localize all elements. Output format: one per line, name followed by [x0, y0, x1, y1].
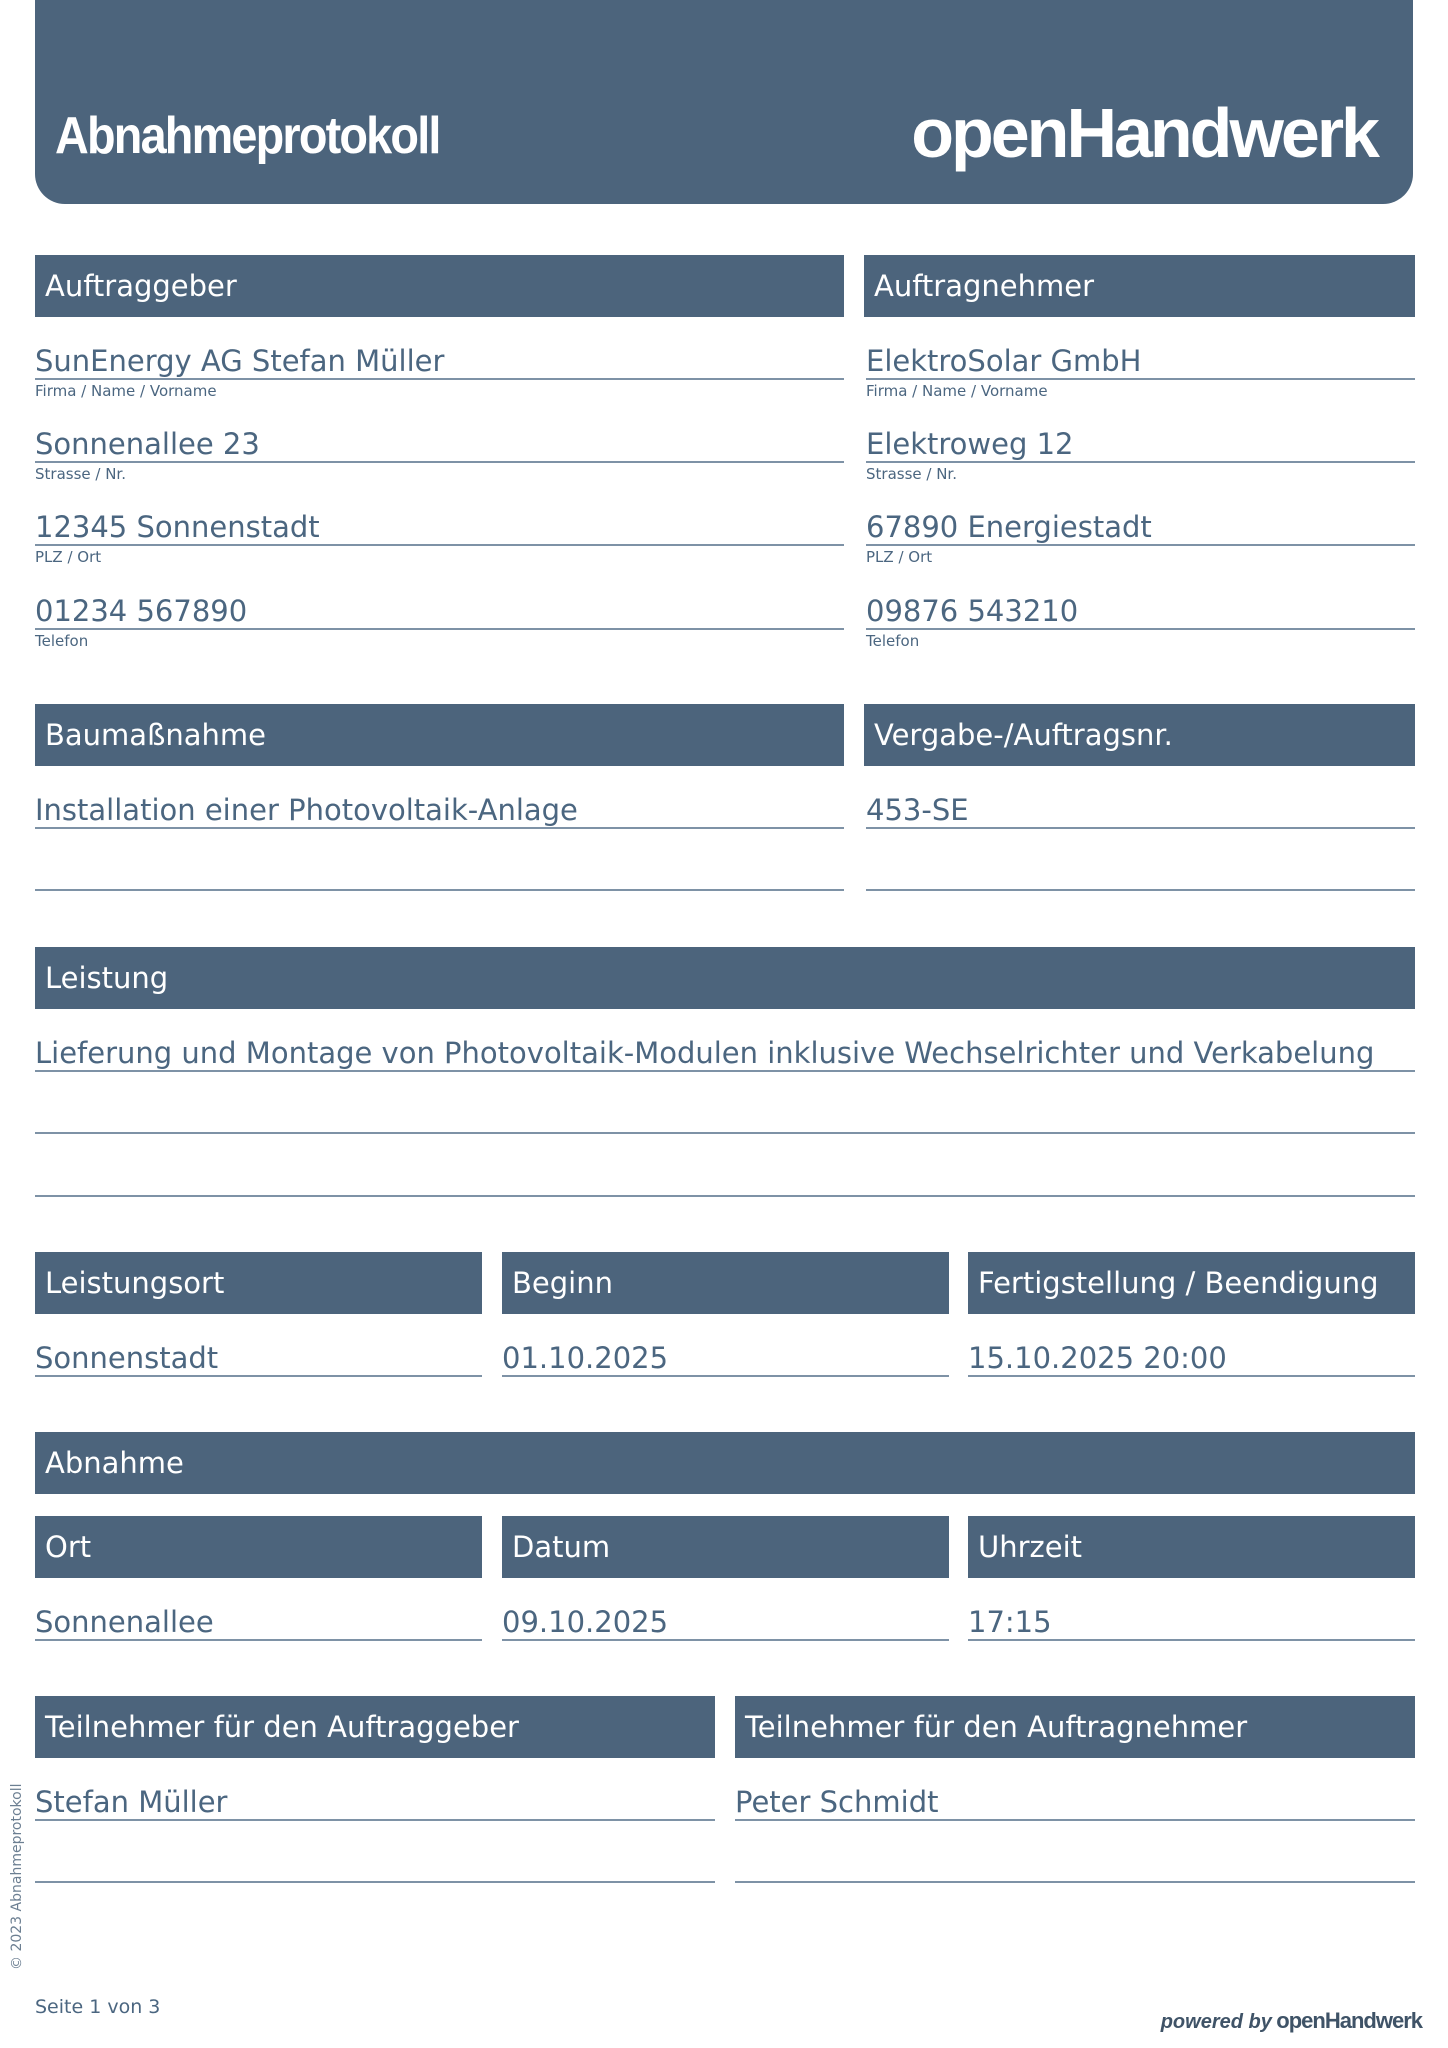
auftragnehmer-name[interactable]: ElektroSolar GmbH [866, 344, 1142, 378]
openhandwerk-logo: openHandwerk [911, 94, 1377, 172]
street-caption: Strasse / Nr. [35, 465, 126, 483]
field-line [35, 827, 844, 829]
auftragnehmer-city[interactable]: 67890 Energiestadt [866, 510, 1152, 544]
field-line [35, 1375, 482, 1377]
city-caption: PLZ / Ort [866, 548, 933, 566]
field-line[interactable] [866, 889, 1415, 891]
abnahme-uhrzeit-value[interactable]: 17:15 [968, 1605, 1052, 1639]
teilnehmer-auftraggeber-heading: Teilnehmer für den Auftraggeber [35, 1696, 715, 1758]
powered-by [1161, 2008, 1422, 2034]
auftraggeber-city[interactable]: 12345 Sonnenstadt [35, 510, 320, 544]
field-line [968, 1375, 1415, 1377]
teilnehmer-auftragnehmer-value[interactable]: Peter Schmidt [735, 1785, 939, 1819]
field-line [502, 1639, 949, 1641]
abnahme-datum-value[interactable]: 09.10.2025 [502, 1605, 669, 1639]
document-header [35, 0, 1413, 204]
field-line[interactable] [735, 1881, 1415, 1883]
field-line [866, 628, 1415, 630]
field-line [866, 378, 1415, 380]
auftraggeber-phone[interactable]: 01234 567890 [35, 594, 248, 628]
field-line [35, 378, 844, 380]
leistung-heading: Leistung [35, 947, 1415, 1009]
vergabe-heading: Vergabe-/Auftragsnr. [864, 704, 1415, 766]
page-number: Seite 1 von 3 [35, 1996, 161, 2018]
field-line [35, 1819, 715, 1821]
field-line [35, 1639, 482, 1641]
beginn-heading: Beginn [502, 1252, 949, 1314]
phone-caption: Telefon [35, 632, 89, 650]
field-line [735, 1819, 1415, 1821]
field-line[interactable] [35, 889, 844, 891]
city-caption: PLZ / Ort [35, 548, 102, 566]
vergabe-value[interactable]: 453-SE [866, 793, 969, 827]
teilnehmer-auftraggeber-value[interactable]: Stefan Müller [35, 1785, 228, 1819]
abnahme-ort-heading: Ort [35, 1516, 482, 1578]
phone-caption: Telefon [866, 632, 920, 650]
document-title: Abnahmeprotokoll [55, 107, 440, 165]
field-line [35, 628, 844, 630]
name-caption: Firma / Name / Vorname [866, 382, 1048, 400]
powered-by-logo: openHandwerk [1276, 2008, 1422, 2033]
field-line [35, 461, 844, 463]
field-line [502, 1375, 949, 1377]
auftragnehmer-heading: Auftragnehmer [864, 255, 1415, 317]
abnahme-datum-heading: Datum [502, 1516, 949, 1578]
field-line [35, 544, 844, 546]
field-line [968, 1639, 1415, 1641]
auftraggeber-name[interactable]: SunEnergy AG Stefan Müller [35, 344, 445, 378]
abnahme-uhrzeit-heading: Uhrzeit [968, 1516, 1415, 1578]
baumassnahme-value[interactable]: Installation einer Photovoltaik-Anlage [35, 793, 578, 827]
field-line [866, 827, 1415, 829]
fertigstellung-value[interactable]: 15.10.2025 20:00 [968, 1341, 1227, 1375]
fertigstellung-heading: Fertigstellung / Beendigung [968, 1252, 1415, 1314]
copyright-note: © 2023 Abnahmeprotokoll [9, 1783, 25, 1970]
leistungsort-heading: Leistungsort [35, 1252, 482, 1314]
leistungsort-value[interactable]: Sonnenstadt [35, 1341, 219, 1375]
beginn-value[interactable]: 01.10.2025 [502, 1341, 669, 1375]
field-line[interactable] [35, 1881, 715, 1883]
powered-by-text: powered by [1160, 2011, 1272, 2033]
field-line [866, 461, 1415, 463]
abnahme-ort-value[interactable]: Sonnenallee [35, 1605, 214, 1639]
auftragnehmer-street[interactable]: Elektroweg 12 [866, 427, 1074, 461]
name-caption: Firma / Name / Vorname [35, 382, 217, 400]
abnahme-heading: Abnahme [35, 1432, 1415, 1494]
field-line [866, 544, 1415, 546]
field-line[interactable] [35, 1195, 1415, 1197]
leistung-value[interactable]: Lieferung und Montage von Photovoltaik-Modulen inklusive Wechselrichter und Verkabelung [35, 1036, 1375, 1070]
teilnehmer-auftragnehmer-heading: Teilnehmer für den Auftragnehmer [735, 1696, 1415, 1758]
field-line [35, 1070, 1415, 1072]
auftragnehmer-phone[interactable]: 09876 543210 [866, 594, 1079, 628]
baumassnahme-heading: Baumaßnahme [35, 704, 844, 766]
auftraggeber-heading: Auftraggeber [35, 255, 844, 317]
auftraggeber-street[interactable]: Sonnenallee 23 [35, 427, 260, 461]
street-caption: Strasse / Nr. [866, 465, 957, 483]
field-line[interactable] [35, 1132, 1415, 1134]
